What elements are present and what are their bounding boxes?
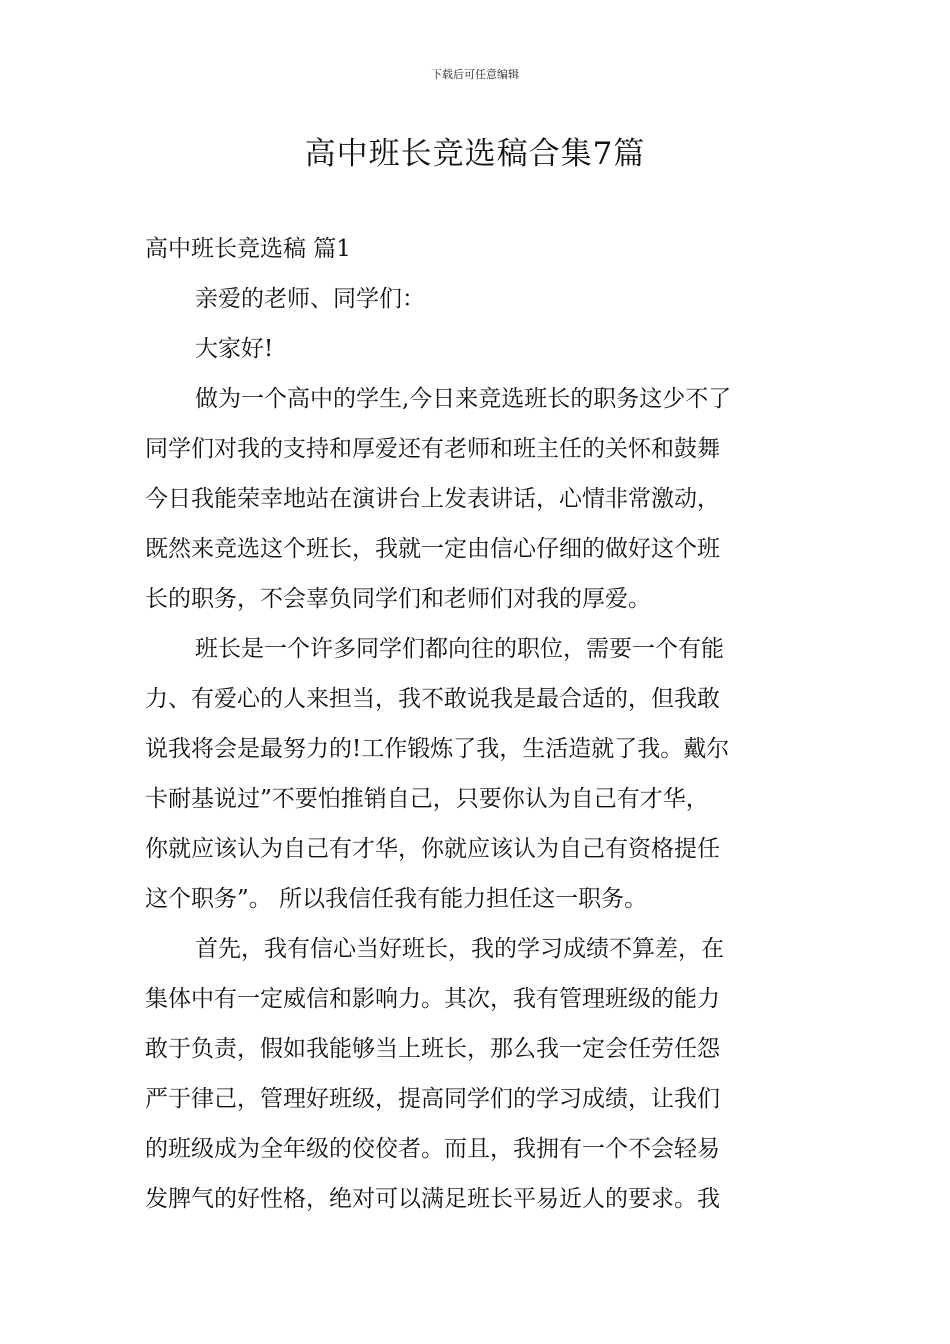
text-line: 长的职务，不会辜负同学们和老师们对我的厚爱。: [145, 586, 651, 612]
document-title: 高中班长竞选稿合集7篇: [304, 136, 646, 172]
text-line: 说我将会是最努力的!工作锻炼了我，生活造就了我。戴尔: [145, 736, 730, 762]
text-line: 做为一个高中的学生,今日来竞选班长的职务这少不了: [195, 386, 732, 412]
text-line: 既然来竞选这个班长，我就一定由信心仔细的做好这个班: [145, 536, 720, 562]
text-line: 敢于负责，假如我能够当上班长，那么我一定会任劳任怨: [145, 1036, 720, 1062]
text-line: 你就应该认为自己有才华，你就应该认为自己有资格提任: [145, 836, 720, 862]
text-line: 力、有爱心的人来担当，我不敢说我是最合适的，但我敢: [145, 686, 720, 712]
document-body: [145, 224, 807, 1224]
text-line: 这个职务”。 所以我信任我有能力担任这一职务。: [145, 886, 648, 912]
section-heading: 高中班长竞选稿 篇1: [145, 236, 351, 262]
text-line: 严于律己，管理好班级，提高同学们的学习成绩，让我们: [145, 1086, 720, 1112]
text-line: 大家好!: [195, 336, 274, 362]
text-line: 卡耐基说过”不要怕推销自己，只要你认为自己有才华，: [145, 786, 709, 812]
header-note: 下载后可任意编辑: [431, 68, 519, 81]
text-line: 发脾气的好性格，绝对可以满足班长平易近人的要求。我: [145, 1186, 720, 1212]
text-line: 首先，我有信心当好班长，我的学习成绩不算差，在: [195, 936, 724, 962]
paragraph-lines: [145, 274, 807, 1224]
text-line: 班长是一个许多同学们都向往的职位，需要一个有能: [195, 636, 724, 662]
text-line: 集体中有一定威信和影响力。其次，我有管理班级的能力: [145, 986, 720, 1012]
text-line: 今日我能荣幸地站在演讲台上发表讲话，心情非常激动，: [145, 486, 720, 512]
text-line: 的班级成为全年级的佼佼者。而且，我拥有一个不会轻易: [145, 1136, 720, 1162]
text-line: 同学们对我的支持和厚爱还有老师和班主任的关怀和鼓舞: [145, 436, 720, 462]
text-line: 亲爱的老师、同学们：: [195, 286, 425, 312]
